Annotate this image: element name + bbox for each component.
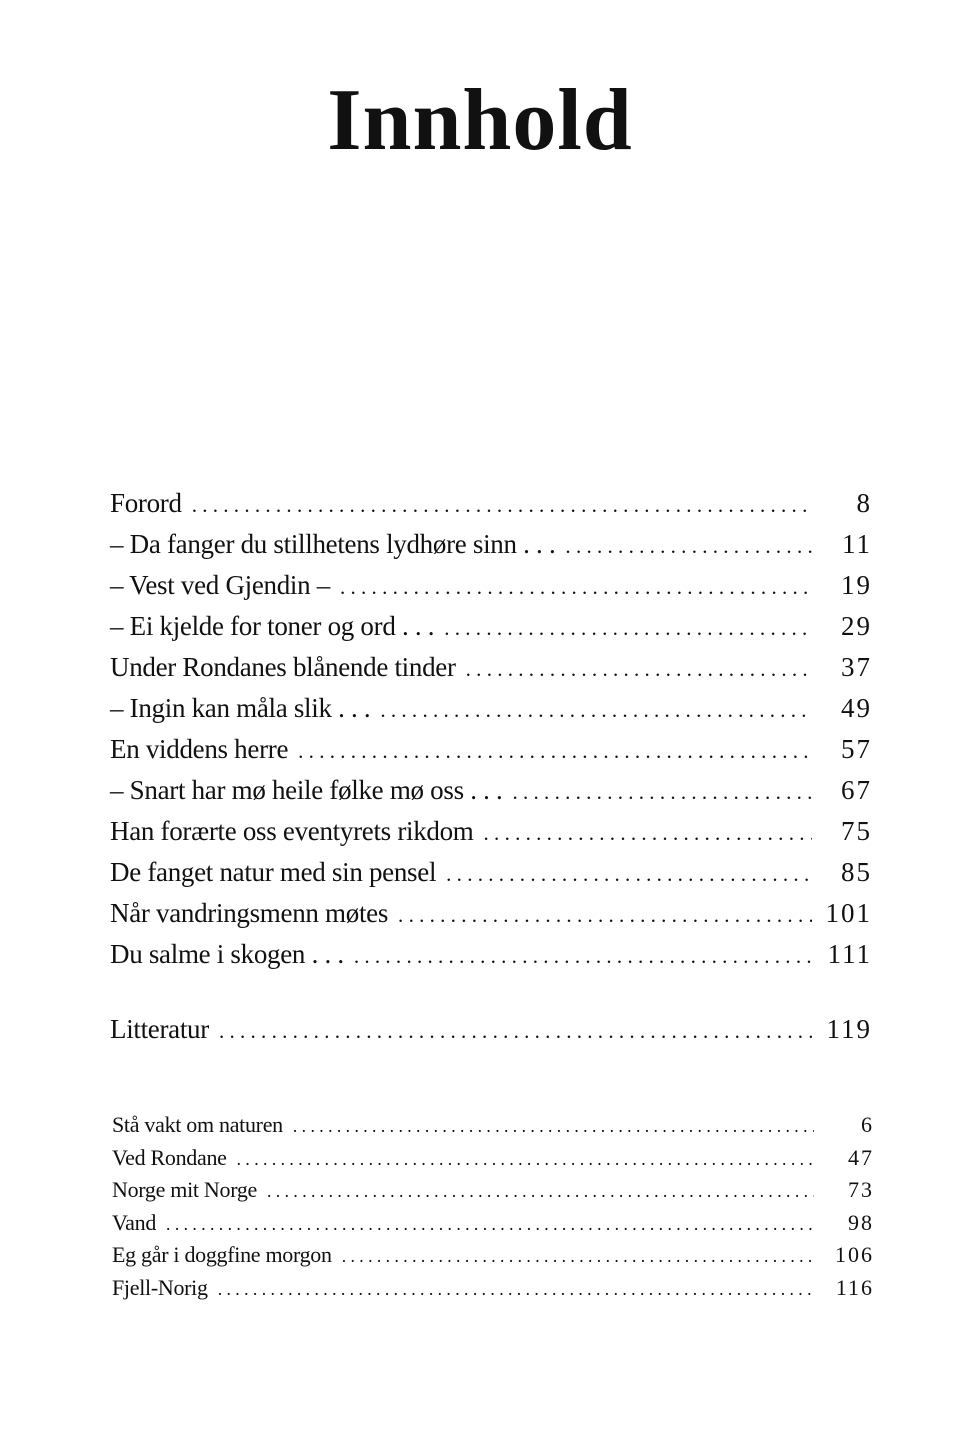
toc-entry-title: Forord xyxy=(110,488,182,518)
dot-leader xyxy=(398,903,812,928)
dot-leader xyxy=(512,780,812,805)
poem-title: Ved Rondane xyxy=(112,1144,227,1170)
toc-entry xyxy=(110,611,872,652)
toc-entry-title: Når vandringsmenn møtes xyxy=(110,898,389,928)
dot-leader xyxy=(484,821,812,846)
toc-entry-page: 19 xyxy=(841,570,872,600)
dot-leader xyxy=(342,1246,814,1267)
poem-page: 116 xyxy=(835,1274,874,1300)
toc-entry xyxy=(110,529,872,570)
dot-leader xyxy=(340,575,812,600)
dot-leader xyxy=(293,1116,814,1137)
dot-leader xyxy=(380,698,812,723)
toc-entry-page: 8 xyxy=(856,488,872,518)
dot-leader xyxy=(218,1279,814,1300)
toc-entry xyxy=(110,693,872,734)
toc-entry xyxy=(110,857,872,898)
poem-entry xyxy=(112,1145,874,1178)
poem-page: 6 xyxy=(861,1112,874,1137)
toc-entry-title: Han forærte oss eventyrets rikdom xyxy=(110,816,474,846)
table-of-contents xyxy=(110,488,872,1055)
toc-entry xyxy=(110,488,872,529)
poem-entry xyxy=(112,1275,874,1308)
toc-entry-title: – Snart har mø heile følke mø oss . . . xyxy=(110,775,503,805)
toc-entry-page: 85 xyxy=(841,857,872,887)
toc-entry xyxy=(110,898,872,939)
toc-entry-title: – Ei kjelde for toner og ord . . . xyxy=(110,611,435,641)
dot-leader xyxy=(446,862,812,887)
toc-entry xyxy=(110,734,872,775)
toc-entry-title: – Vest ved Gjendin – xyxy=(110,570,330,600)
toc-entry-page: 57 xyxy=(841,734,872,764)
poem-title: Norge mit Norge xyxy=(112,1177,257,1202)
dot-leader xyxy=(298,739,812,764)
toc-entry-page: 37 xyxy=(841,652,872,682)
poem-entry xyxy=(112,1112,874,1145)
dot-leader xyxy=(237,1149,814,1170)
dot-leader xyxy=(219,1019,812,1044)
toc-entry-title: Litteratur xyxy=(110,1014,209,1044)
toc-entry-page: 119 xyxy=(826,1014,872,1044)
toc-entry-title: – Ingin kan måla slik . . . xyxy=(110,693,371,723)
toc-entry-page: 75 xyxy=(841,816,872,846)
poem-entry xyxy=(112,1177,874,1210)
dot-leader xyxy=(267,1181,814,1202)
toc-entry-page: 67 xyxy=(841,775,872,805)
poem-title: Vand xyxy=(112,1209,157,1235)
dot-leader xyxy=(354,944,812,969)
page-title: Innhold xyxy=(327,71,633,169)
toc-entry-literature xyxy=(110,1014,872,1055)
dot-leader xyxy=(466,657,812,682)
toc-entry-page: 101 xyxy=(825,898,872,928)
toc-entry xyxy=(110,570,872,611)
dot-leader xyxy=(192,493,812,518)
poem-page: 98 xyxy=(848,1209,874,1235)
poem-page: 106 xyxy=(835,1242,874,1267)
toc-entry-title: Du salme i skogen . . . xyxy=(110,939,344,969)
dot-leader xyxy=(444,616,812,641)
toc-entry-title: – Da fanger du stillhetens lydhøre sinn . . . xyxy=(110,529,556,559)
toc-entry-page: 111 xyxy=(827,939,872,969)
toc-entry-page: 49 xyxy=(841,693,872,723)
toc-entry xyxy=(110,939,872,980)
toc-entry-page: 29 xyxy=(841,611,872,641)
dot-leader xyxy=(166,1214,814,1235)
poems-index xyxy=(112,1112,874,1307)
dot-leader xyxy=(565,534,812,559)
toc-entry xyxy=(110,652,872,693)
toc-entry-title: De fanget natur med sin pensel xyxy=(110,857,437,887)
poem-entry xyxy=(112,1242,874,1275)
section-spacer xyxy=(110,980,872,1014)
toc-entry-title: En viddens herre xyxy=(110,734,289,764)
toc-entry xyxy=(110,775,872,816)
toc-entry-title: Under Rondanes blånende tinder xyxy=(110,652,456,682)
toc-entry xyxy=(110,816,872,857)
poem-entry xyxy=(112,1210,874,1243)
poem-title: Stå vakt om naturen xyxy=(112,1112,283,1137)
poem-title: Eg går i doggfine morgon xyxy=(112,1242,332,1267)
poem-title: Fjell-Norig xyxy=(112,1274,208,1300)
toc-entry-page: 11 xyxy=(842,529,872,559)
poem-page: 73 xyxy=(848,1177,874,1202)
poem-page: 47 xyxy=(848,1144,874,1170)
